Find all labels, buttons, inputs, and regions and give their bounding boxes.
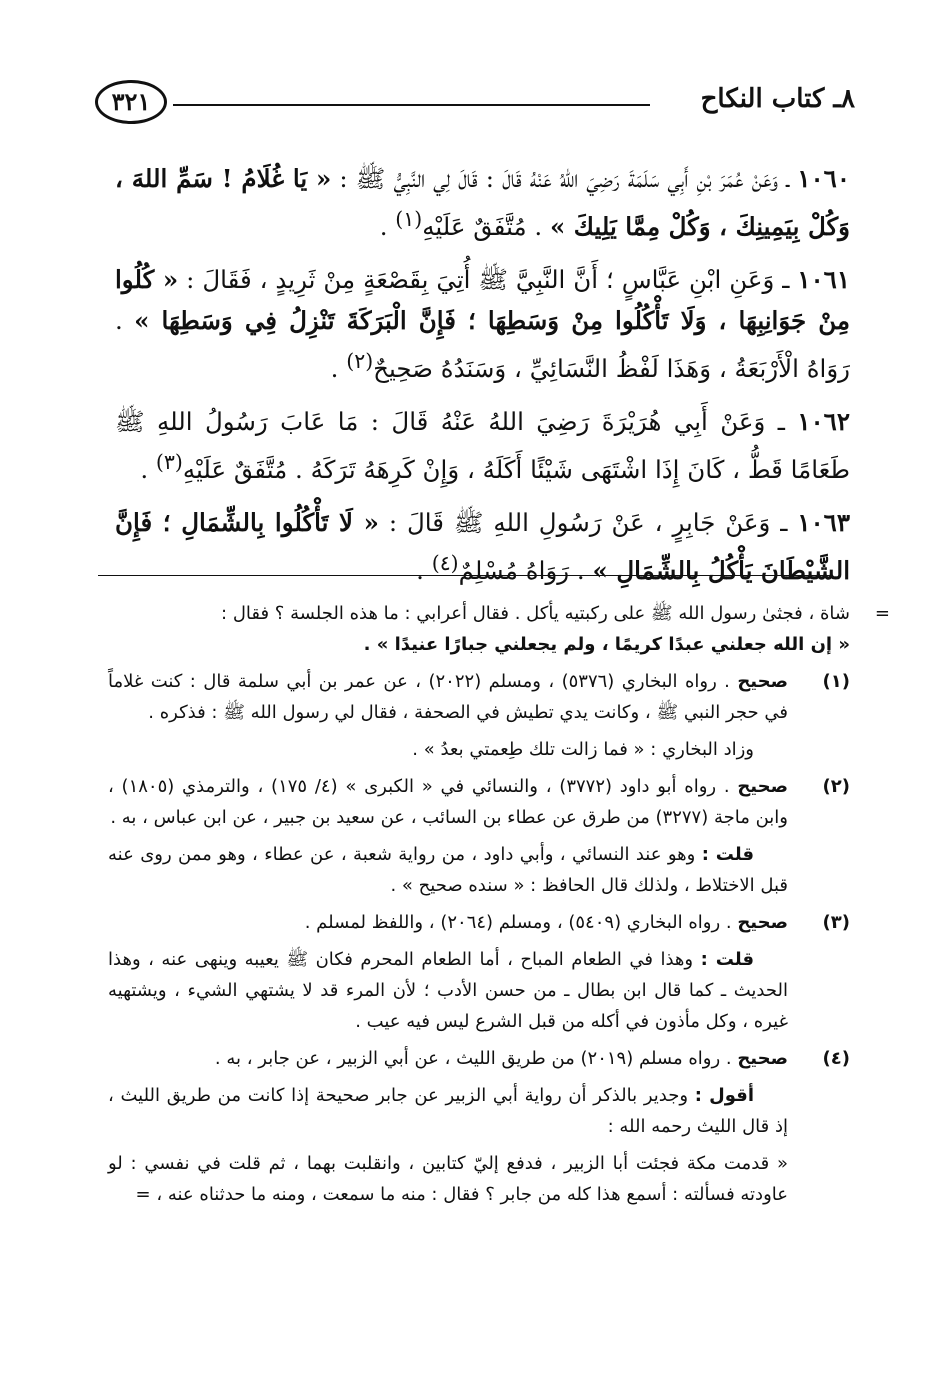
grade-label: صحيح: [737, 671, 789, 692]
footnote-3: [108, 907, 850, 1037]
hadith-end: .: [416, 556, 432, 586]
hadith-number: ١٠٦١: [797, 265, 850, 295]
footnote-ref: (٤): [431, 551, 459, 576]
hadith-number: ١٠٦٣: [797, 508, 850, 538]
hadith-intro: ـ وَعَنْ عُمَرَ بْنِ أَبِي سَلَمَةَ رَضِيَ اللهُ عَنْهُ قَالَ : قَالَ لِي النَّبِيُّ ﷺ :: [331, 164, 798, 193]
footnote-quote: « قدمت مكة فجئت أبا الزبير ، فدفع إليّ كتابين ، وانقلبت بهما ، ثم قلت في نفسي : لو عاودته فسألته : أسمع هذا كله من جابر ؟ فقال : منه ما سمعت ، ومنه ما حدثناه عنه ، =: [108, 1153, 788, 1205]
hadith-end: .: [330, 354, 347, 384]
grade-label: صحيح: [737, 912, 788, 933]
footnote-divider: [98, 575, 833, 576]
hadith-end: .: [379, 212, 396, 242]
grade-label: صحيح: [737, 1048, 788, 1069]
hadith-intro: ـ وَعَنِ ابْنِ عَبَّاسٍ ؛ أَنَّ النَّبِيَّ ﷺ أُتِيَ بِقَصْعَةٍ مِنْ ثَرِيدٍ ، فَقَالَ :: [178, 265, 798, 295]
footnote-number: (٢): [822, 776, 850, 797]
footnote-extra: [108, 1080, 788, 1142]
comment-label: قلت :: [701, 844, 754, 865]
comment-text: وهذا في الطعام المباح ، أما الطعام المحرم فكان ﷺ يعيبه وينهى عنه ، وهذا الحديث ـ كما قال ابن بطال ـ من حسن الأدب ؛ لأن المرء قد لا يشتهي الشيء ، ويشتهيه غيره ، وكل مأذون في أكله من قبل الشرع ليس فيه عيب .: [108, 949, 788, 1032]
hadith-quote: « كُلُوا مِنْ جَوَانِبِهَا ، وَلَا تَأْكُلُوا مِنْ وَسَطِهَا ؛ فَإِنَّ الْبَرَكَةَ تَنْزِلُ فِي وَسَطِهَا »: [115, 265, 850, 336]
footnote-text: [108, 771, 788, 833]
footnote-1: [108, 666, 850, 765]
grade-label: صحيح: [737, 776, 788, 797]
hadith-intro: ـ وَعَنْ جَابِرٍ ، عَنْ رَسُولِ اللهِ ﷺ قَالَ :: [378, 508, 798, 538]
hadith-section: [115, 158, 850, 604]
footnote-number: (٤): [822, 1048, 850, 1069]
hadith-end: .: [140, 455, 156, 485]
footnote-2: [108, 771, 850, 901]
footnote-ref: (٢): [346, 349, 374, 374]
footnote-extra: [108, 944, 788, 1037]
hadith-1061: [115, 259, 850, 389]
hadith-1063: [115, 502, 850, 591]
hadith-quote: « لَا تَأْكُلُوا بِالشِّمَالِ ؛ فَإِنَّ الشَّيْطَانَ يَأْكُلُ بِالشِّمَالِ »: [115, 508, 850, 586]
page-header: [95, 80, 855, 130]
footnote-extra: وزاد البخاري : « فما زالت تلك طِعمتي بعدُ » .: [412, 739, 754, 760]
footnote-body: . رواه مسلم (٢٠١٩) من طريق الليث ، عن أبي الزبير ، عن جابر ، به .: [214, 1048, 738, 1069]
footnote-text: [108, 666, 788, 728]
footnote-ref: (١): [395, 207, 423, 231]
footnote-text: [108, 907, 788, 938]
hadith-source: . رَوَاهُ الْأَرْبَعَةُ ، وَهَذَا لَفْظُ النَّسَائِيِّ ، وَسَنَدُهُ صَحِيحٌ: [115, 306, 850, 384]
footnote-preamble: [108, 598, 850, 660]
hadith-intro: ـ وَعَنْ أَبِي هُرَيْرَةَ رَضِيَ اللهُ عَنْهُ قَالَ : مَا عَابَ رَسُولُ اللهِ ﷺ طَعَامًا قَطُّ ، كَانَ إِذَا اشْتَهَى شَيْئًا أَكَلَهُ ، وَإِنْ كَرِهَهُ تَرَكَهُ . مُتَّفَقٌ عَلَيْهِ: [115, 407, 850, 485]
footnote-extra: [108, 839, 788, 901]
hadith-1062: [115, 401, 850, 490]
footnotes: [108, 598, 890, 1216]
footnote-body: . رواه البخاري (٥٣٧٦) ، ومسلم (٢٠٢٢) ، عن عمر بن أبي سلمة قال : كنت غلاماً في حجر النبي ﷺ ، وكانت يدي تطيش في الصحفة ، فقال لي رسول الله ﷺ : فذكره .: [108, 671, 788, 723]
page-number: ٣٢١: [95, 80, 167, 124]
hadith-source: . رَوَاهُ مُسْلِمٌ: [458, 556, 593, 586]
hadith-number: ١٠٦٠: [797, 164, 850, 193]
hadith-source: . مُتَّفَقٌ عَلَيْهِ: [422, 212, 550, 242]
hadith-1060: [115, 158, 850, 247]
footnote-text: [108, 1043, 788, 1074]
preamble-text: شاة ، فجثىٰ رسول الله ﷺ على ركبتيه يأكل . فقال أعرابي : ما هذه الجلسة ؟ فقال :: [221, 603, 850, 624]
comment-text: وهو عند النسائي ، وأبي داود ، من رواية شعبة ، عن عطاء ، وهو ممن روى عنه قبل الاختلاط ، ولذلك قال الحافظ : « سنده صحيح » .: [108, 844, 788, 896]
preamble-quote: « إن الله جعلني عبدًا كريمًا ، ولم يجعلني جبارًا عنيدًا » .: [363, 634, 850, 655]
footnote-body: . رواه البخاري (٥٤٠٩) ، ومسلم (٢٠٦٤) ، واللفظ لمسلم .: [304, 912, 738, 933]
hadith-quote: « يَا غُلَامُ ! سَمِّ اللهَ ، وَكُلْ بِيَمِينِكَ ، وَكُلْ مِمَّا يَلِيكَ »: [115, 164, 850, 242]
hadith-number: ١٠٦٢: [797, 407, 850, 437]
footnote-number: (٣): [822, 912, 850, 933]
footnote-body: . رواه أبو داود (٣٧٧٢) ، والنسائي في « الكبرى » (٤/ ١٧٥) ، والترمذي (١٨٠٥) ، وابن ماجة (٣٢٧٧) من طرق عن عطاء بن السائب ، عن سعيد بن جبير ، عن ابن عباس ، به .: [108, 776, 788, 828]
footnote-4: [108, 1043, 850, 1210]
comment-text: وجدير بالذكر أن رواية أبي الزبير عن جابر صحيحة إذا كانت من طريق الليث ، إذ قال الليث رحمه الله :: [108, 1085, 788, 1137]
footnote-ref: (٣): [155, 450, 183, 475]
comment-label: قلت :: [700, 949, 754, 970]
footnote-number: (١): [822, 671, 850, 692]
running-title: ٨ـ كتاب النكاح: [700, 84, 855, 114]
continuation-mark: =: [874, 603, 890, 624]
header-rule: [173, 104, 650, 106]
comment-label: أقول :: [694, 1085, 754, 1106]
